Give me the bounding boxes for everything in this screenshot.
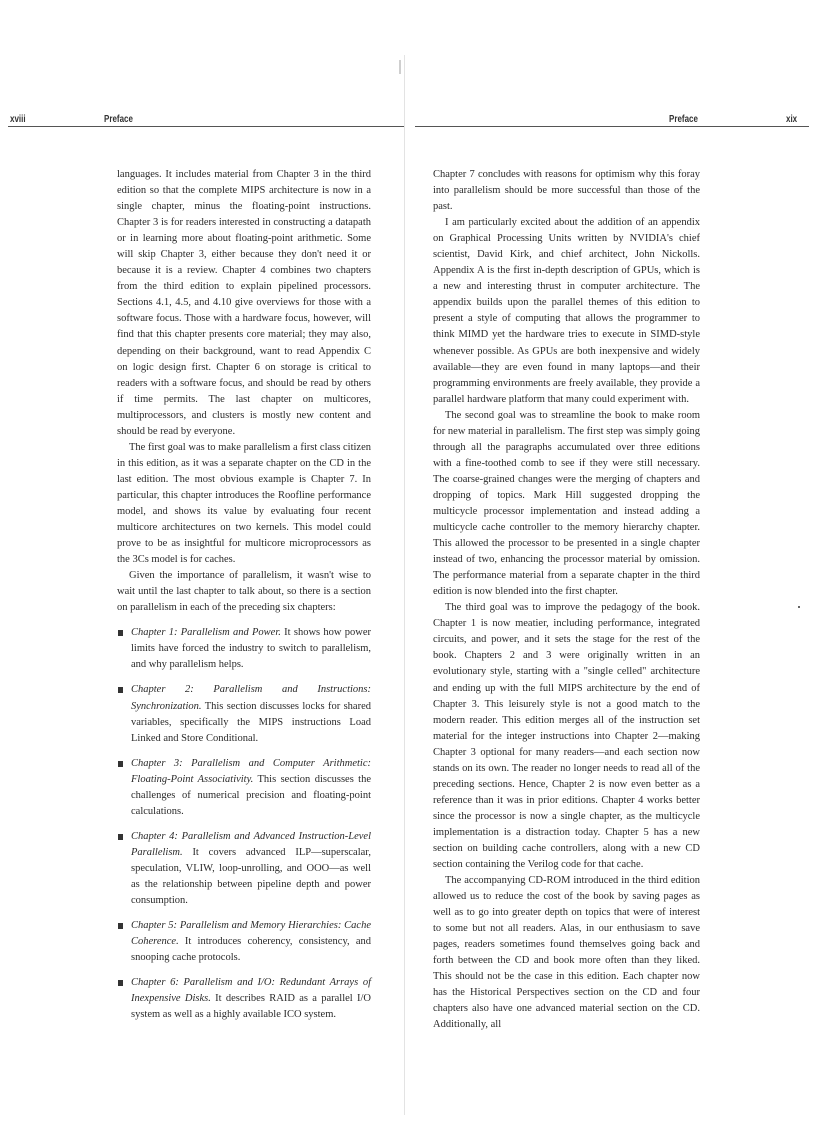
right-running-head: Preface	[669, 114, 698, 125]
left-running-head: Preface	[104, 114, 133, 125]
bullet-text: It shows how power limits have forced the industry to switch to parallelism, and why parallelism helps.	[131, 627, 371, 671]
left-header-rule	[8, 126, 404, 127]
paragraph: The first goal was to make parallelism a first class citizen in this edition, as it was a separate chapter on the CD in the last edition. The most obvious example is Chapter 7. In particular, this chapter introduces the Roofline performance model, and shows its value by evaluating four recent multicore architectures on two kernels. This model could prove to be as insightful for multicore microprocessors as the 3Cs model is for caches.	[117, 441, 371, 566]
bullet-item	[117, 625, 371, 673]
paragraph: languages. It includes material from Chapter 3 in the third edition so that the complete MIPS architecture is now in a single chapter, minus the floating-point instructions. Chapter 3 is for readers interested in constructing a datapath or in learning more about floating-point arithmetic. Some will skip Chapter 3, either because they don't need it or because it is a review. Chapter 4 combines two chapters from the third edition to explain pipelined processors. Sections 4.1, 4.5, and 4.10 give overviews for those with a software focus. Those with a hardware focus, however, will find that this chapter presents core material; they may also, depending on their background, want to read Appendix C on logic design first. Chapter 6 on storage is critical to readers with a software focus, and should be read by others if time permits. The last chapter on multicores, multiprocessors, and clusters is mostly new content and should be read by everyone.	[117, 169, 371, 437]
bullet-title: Chapter 1: Parallelism and Power.	[131, 627, 281, 639]
page-gutter	[404, 55, 405, 1115]
bullet-item	[117, 756, 371, 820]
bullet-item	[117, 682, 371, 746]
paragraph: The accompanying CD-ROM introduced in the third edition allowed us to reduce the cost of the book by saving pages as well as to go into greater depth on topics that were of interest to some but not all readers. Alas, in our enthusiasm to save pages, readers sometimes found themselves going back and forth between the CD and book more often than they liked. This should not be the case in this edition. Each chapter now has the Historical Perspectives section on the CD and four chapters also have one advanced material section on the CD. Additionally, all	[433, 875, 700, 1031]
bullet-title: Chapter 2: Parallelism and Instructions: Synchronization.	[131, 684, 371, 712]
paragraph: Chapter 7 concludes with reasons for optimism why this foray into parallelism should be more successful than those of the past.	[433, 169, 700, 213]
bullet-text: This section discusses locks for shared variables, specifically the MIPS instructions Load Linked and Store Conditional.	[131, 700, 371, 744]
right-header-rule	[415, 126, 809, 127]
paragraph: Given the importance of parallelism, it wasn't wise to wait until the last chapter to talk about, so there is a section on parallelism in each of the preceding six chapters:	[117, 570, 371, 614]
scan-speck	[798, 606, 800, 608]
paragraph: The third goal was to improve the pedagogy of the book. Chapter 1 is now meatier, including performance, integrated circuits, and power, and it sets the stage for the rest of the book. Chapters 2 and 3 were originally written in an evolutionary style, starting with a "single celled" architecture and ending up with the full MIPS architecture by the end of Chapter 3. This leisurely style is not a good match to the modern reader. This edition merges all of the instruction set material for the integer instructions into Chapter 2—making Chapter 3 optional for many readers—and each section now stands on its own. The reader no longer needs to read all of the preceding sections. Hence, Chapter 2 is now even better as a reference than it was in prior editions. Chapter 4 works better since the processor is now a single chapter, as the multicycle implementation is a distraction today. Chapter 5 has a new section on building cache controllers, along with a new CD section containing the Verilog code for that cache.	[433, 602, 700, 871]
bullet-title: Chapter 4: Parallelism and Advanced Instruction-Level Parallelism.	[131, 830, 371, 858]
bullet-title: Chapter 3: Parallelism and Computer Arithmetic: Floating-Point Associativity.	[131, 757, 371, 785]
bullet-item	[117, 975, 371, 1023]
bullet-text: This section discusses the challenges of numerical precision and floating-point calculations.	[131, 773, 371, 817]
paragraph: The second goal was to streamline the book to make room for new material in parallelism. The first step was simply going through all the paragraphs accumulated over three editions with a fine-toothed comb to see if they were still necessary. The coarse-grained changes were the merging of chapters and dropping of topics. Mark Hill suggested dropping the multicycle processor implementation and instead adding a multicycle cache controller to the memory hierarchy chapter. This allowed the processor to be presented in a single chapter instead of two, enhancing the processor material by omission. The performance material from a separate chapter in the third edition is now blended into the first chapter.	[433, 409, 700, 598]
bullet-item	[117, 918, 371, 966]
bullet-title: Chapter 5: Parallelism and Memory Hierarchies: Cache Coherence.	[131, 920, 371, 948]
bullet-text: It covers advanced ILP—superscalar, speculation, VLIW, loop-unrolling, and OOO—as well as the relationship between pipeline depth and power consumption.	[131, 846, 372, 907]
bullet-item	[117, 829, 371, 909]
bullet-text: It describes RAID as a parallel I/O system as well as a highly available ICO system.	[131, 993, 372, 1021]
paragraph: I am particularly excited about the addition of an appendix on Graphical Processing Units written by NVIDIA's chief scientist, David Kirk, and chief architect, John Nickolls. Appendix A is the first in-depth description of GPUs, which is a new and interesting thrust in computer architecture. The appendix builds upon the parallel themes of this edition to present a style of computing that allows the programmer to think MIMD yet the hardware tries to execute in SIMD-style whenever possible. As GPUs are both inexpensive and widely available—they are even found in many laptops—and their programming environments are freely available, they provide a parallel hardware platform that many could experiment with.	[433, 217, 700, 405]
left-page-body	[117, 167, 371, 1023]
bullet-title: Chapter 6: Parallelism and I/O: Redundant Arrays of Inexpensive Disks.	[131, 977, 371, 1005]
left-page-number: xviii	[10, 114, 26, 125]
binding-mark	[399, 60, 410, 74]
bullet-text: It introduces coherency, consistency, and snooping cache protocols.	[131, 936, 372, 964]
right-page-body	[433, 167, 700, 1034]
right-page-number: xix	[786, 114, 798, 125]
